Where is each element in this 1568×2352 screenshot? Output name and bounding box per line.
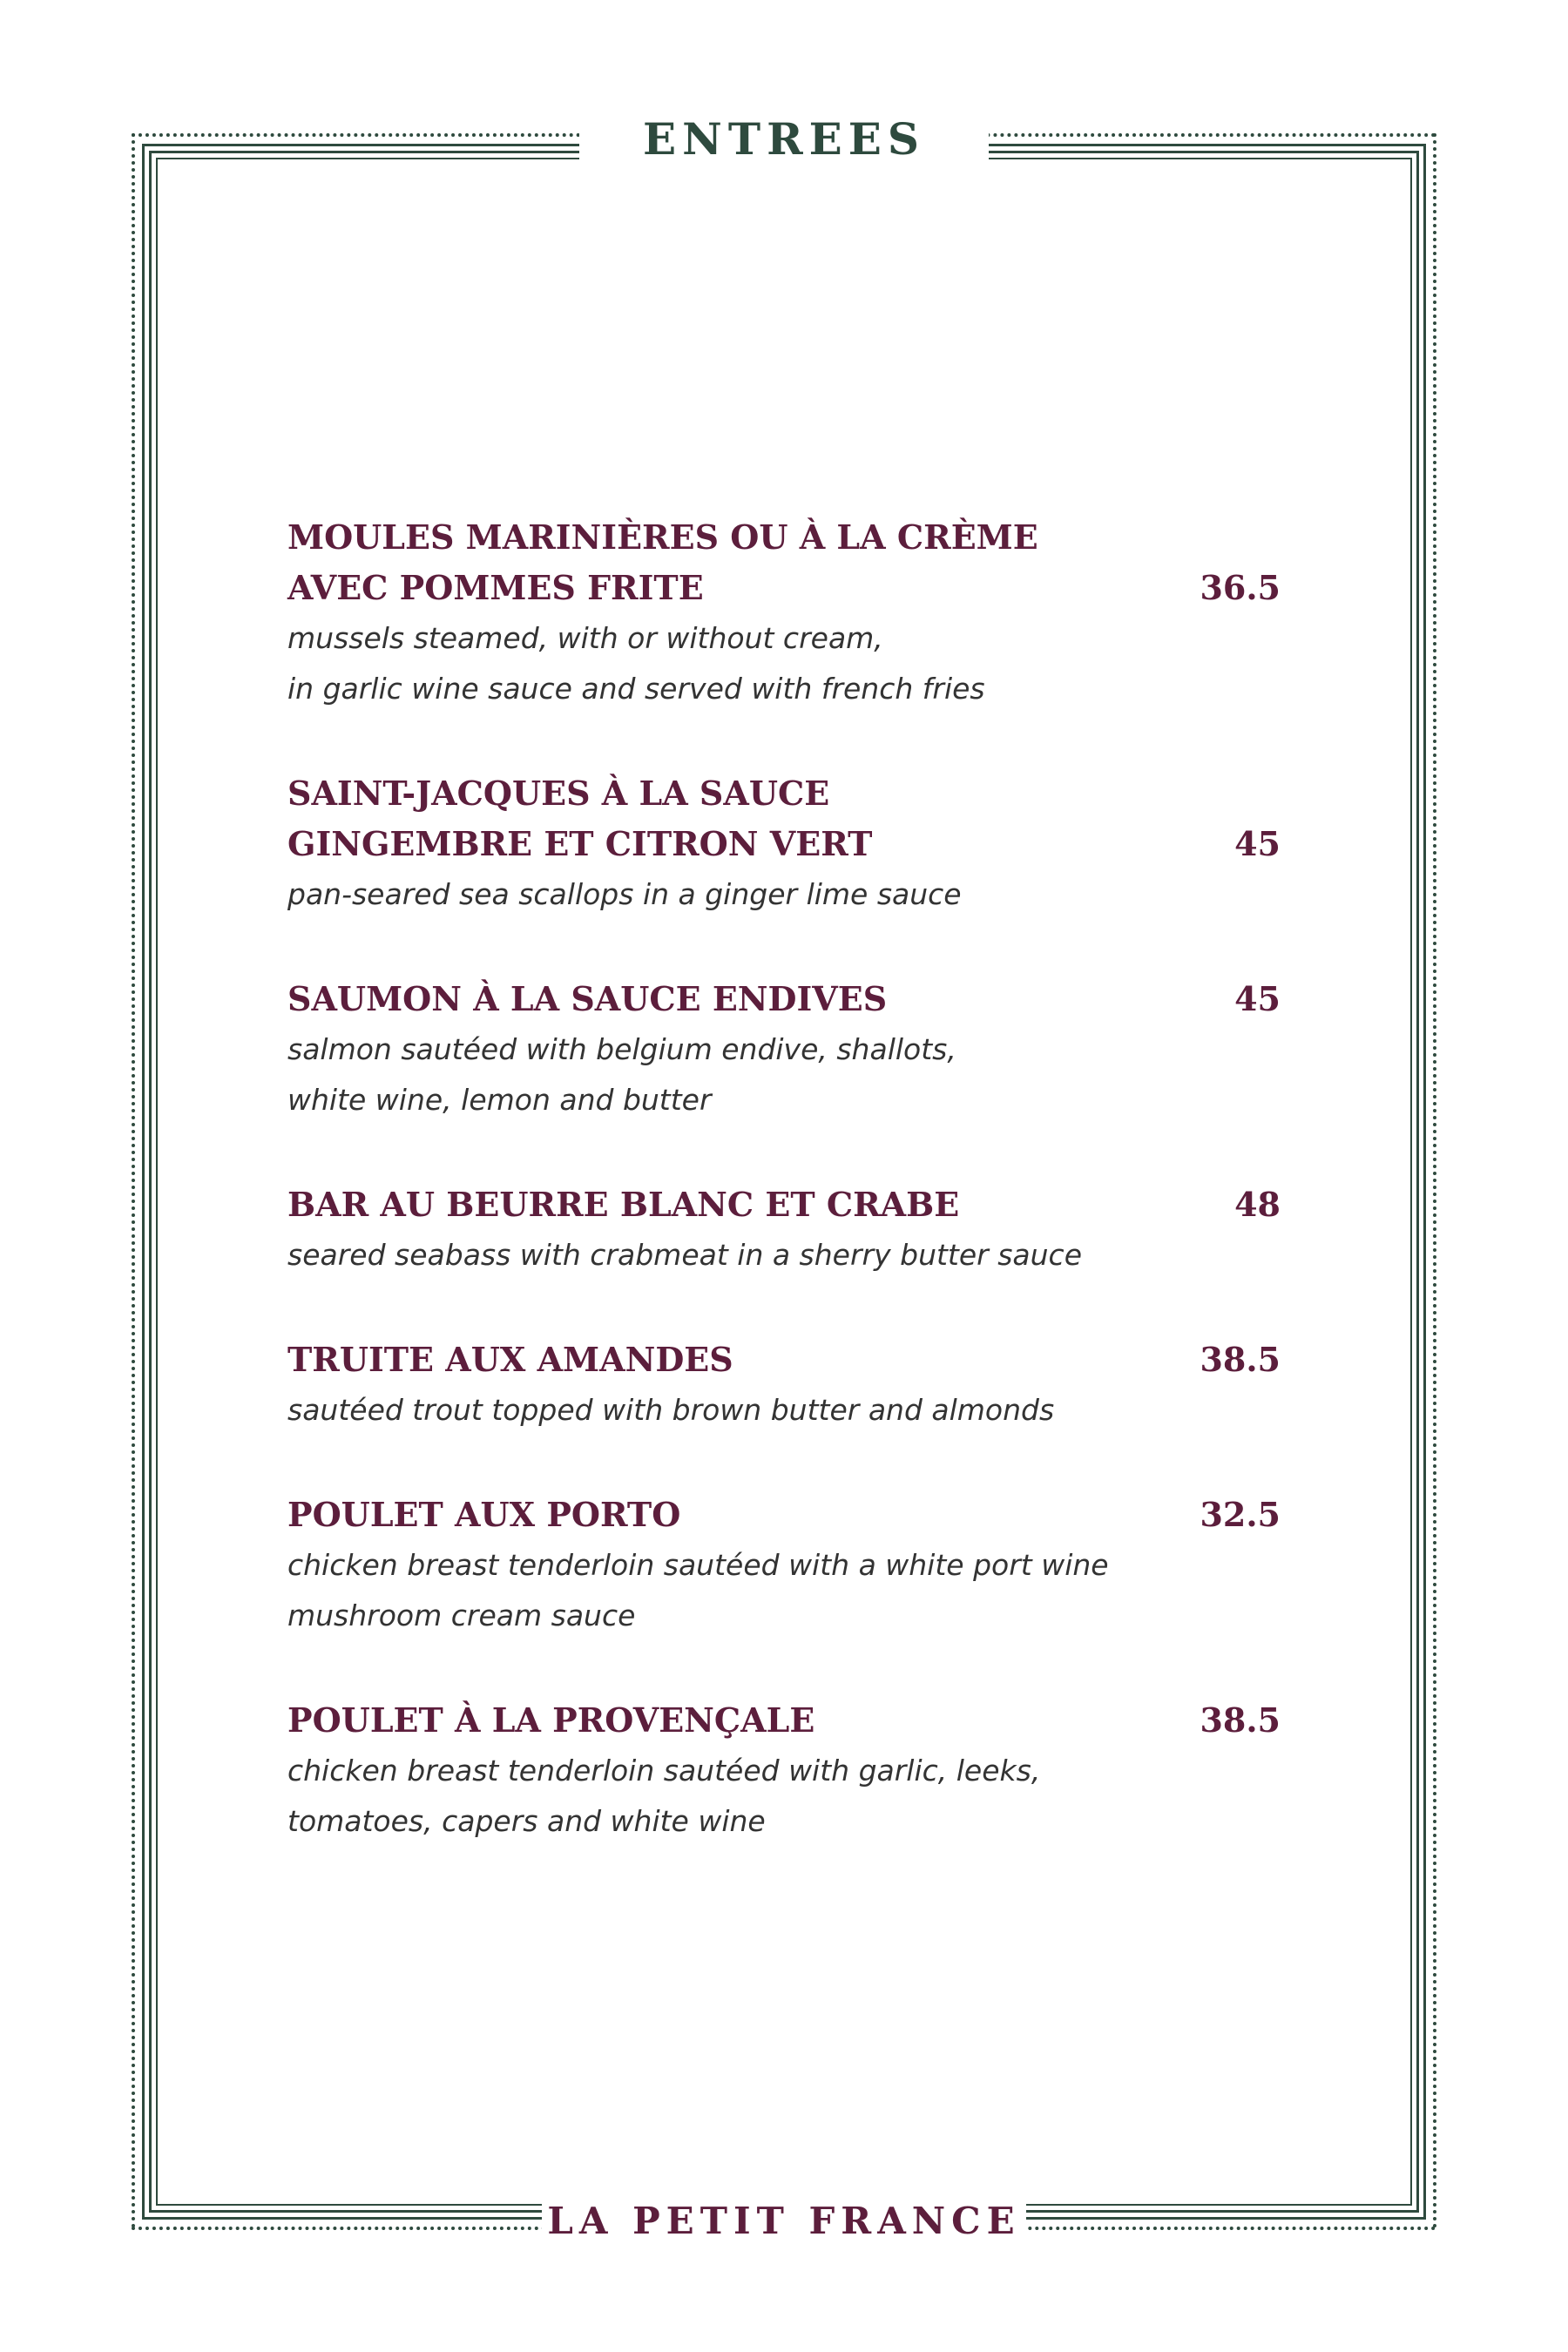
menu-item <box>287 768 1281 920</box>
dish-description: mussels steamed, with or without cream, in garlic wine sauce and served with french fries <box>287 621 985 706</box>
dish-description: chicken breast tenderloin sautéed with a white port wine mushroom cream sauce <box>287 1548 1109 1632</box>
menu-item <box>287 1179 1281 1281</box>
dish-description: chicken breast tenderloin sautéed with garlic, leeks, tomatoes, capers and white wine <box>287 1754 1041 1838</box>
dish-price: 48 <box>1234 1185 1281 1224</box>
dish-description: seared seabass with crabmeat in a sherry butter sauce <box>287 1238 1082 1272</box>
menu-list <box>287 512 1281 1901</box>
dish-price: 38.5 <box>1200 1700 1281 1740</box>
dish-name: SAUMON À LA SAUCE ENDIVES <box>287 979 888 1018</box>
dish-price: 32.5 <box>1200 1495 1281 1534</box>
menu-item <box>287 512 1281 714</box>
dish-price: 38.5 <box>1200 1340 1281 1379</box>
dish-name: POULET AUX PORTO <box>287 1495 681 1534</box>
dish-price: 45 <box>1234 824 1281 863</box>
menu-item <box>287 1490 1281 1641</box>
dish-name: BAR AU BEURRE BLANC ET CRABE <box>287 1185 960 1224</box>
dish-name: MOULES MARINIÈRES OU À LA CRÈME AVEC POMMES FRITE <box>287 517 1038 607</box>
dish-description: pan-seared sea scallops in a ginger lime sauce <box>287 877 962 911</box>
restaurant-name: LA PETIT FRANCE <box>542 2186 1026 2256</box>
dish-description: salmon sautéed with belgium endive, shallots, white wine, lemon and butter <box>287 1032 956 1117</box>
page-title: ENTREES <box>579 105 989 174</box>
menu-item <box>287 1695 1281 1847</box>
dish-name: TRUITE AUX AMANDES <box>287 1340 733 1379</box>
dish-name: SAINT-JACQUES À LA SAUCE GINGEMBRE ET CITRON VERT <box>287 774 873 863</box>
menu-item <box>287 1335 1281 1436</box>
dish-description: sautéed trout topped with brown butter and almonds <box>287 1393 1055 1427</box>
menu-item <box>287 974 1281 1125</box>
dish-name: POULET À LA PROVENÇALE <box>287 1700 815 1740</box>
dish-price: 36.5 <box>1200 568 1281 607</box>
dish-price: 45 <box>1234 979 1281 1018</box>
